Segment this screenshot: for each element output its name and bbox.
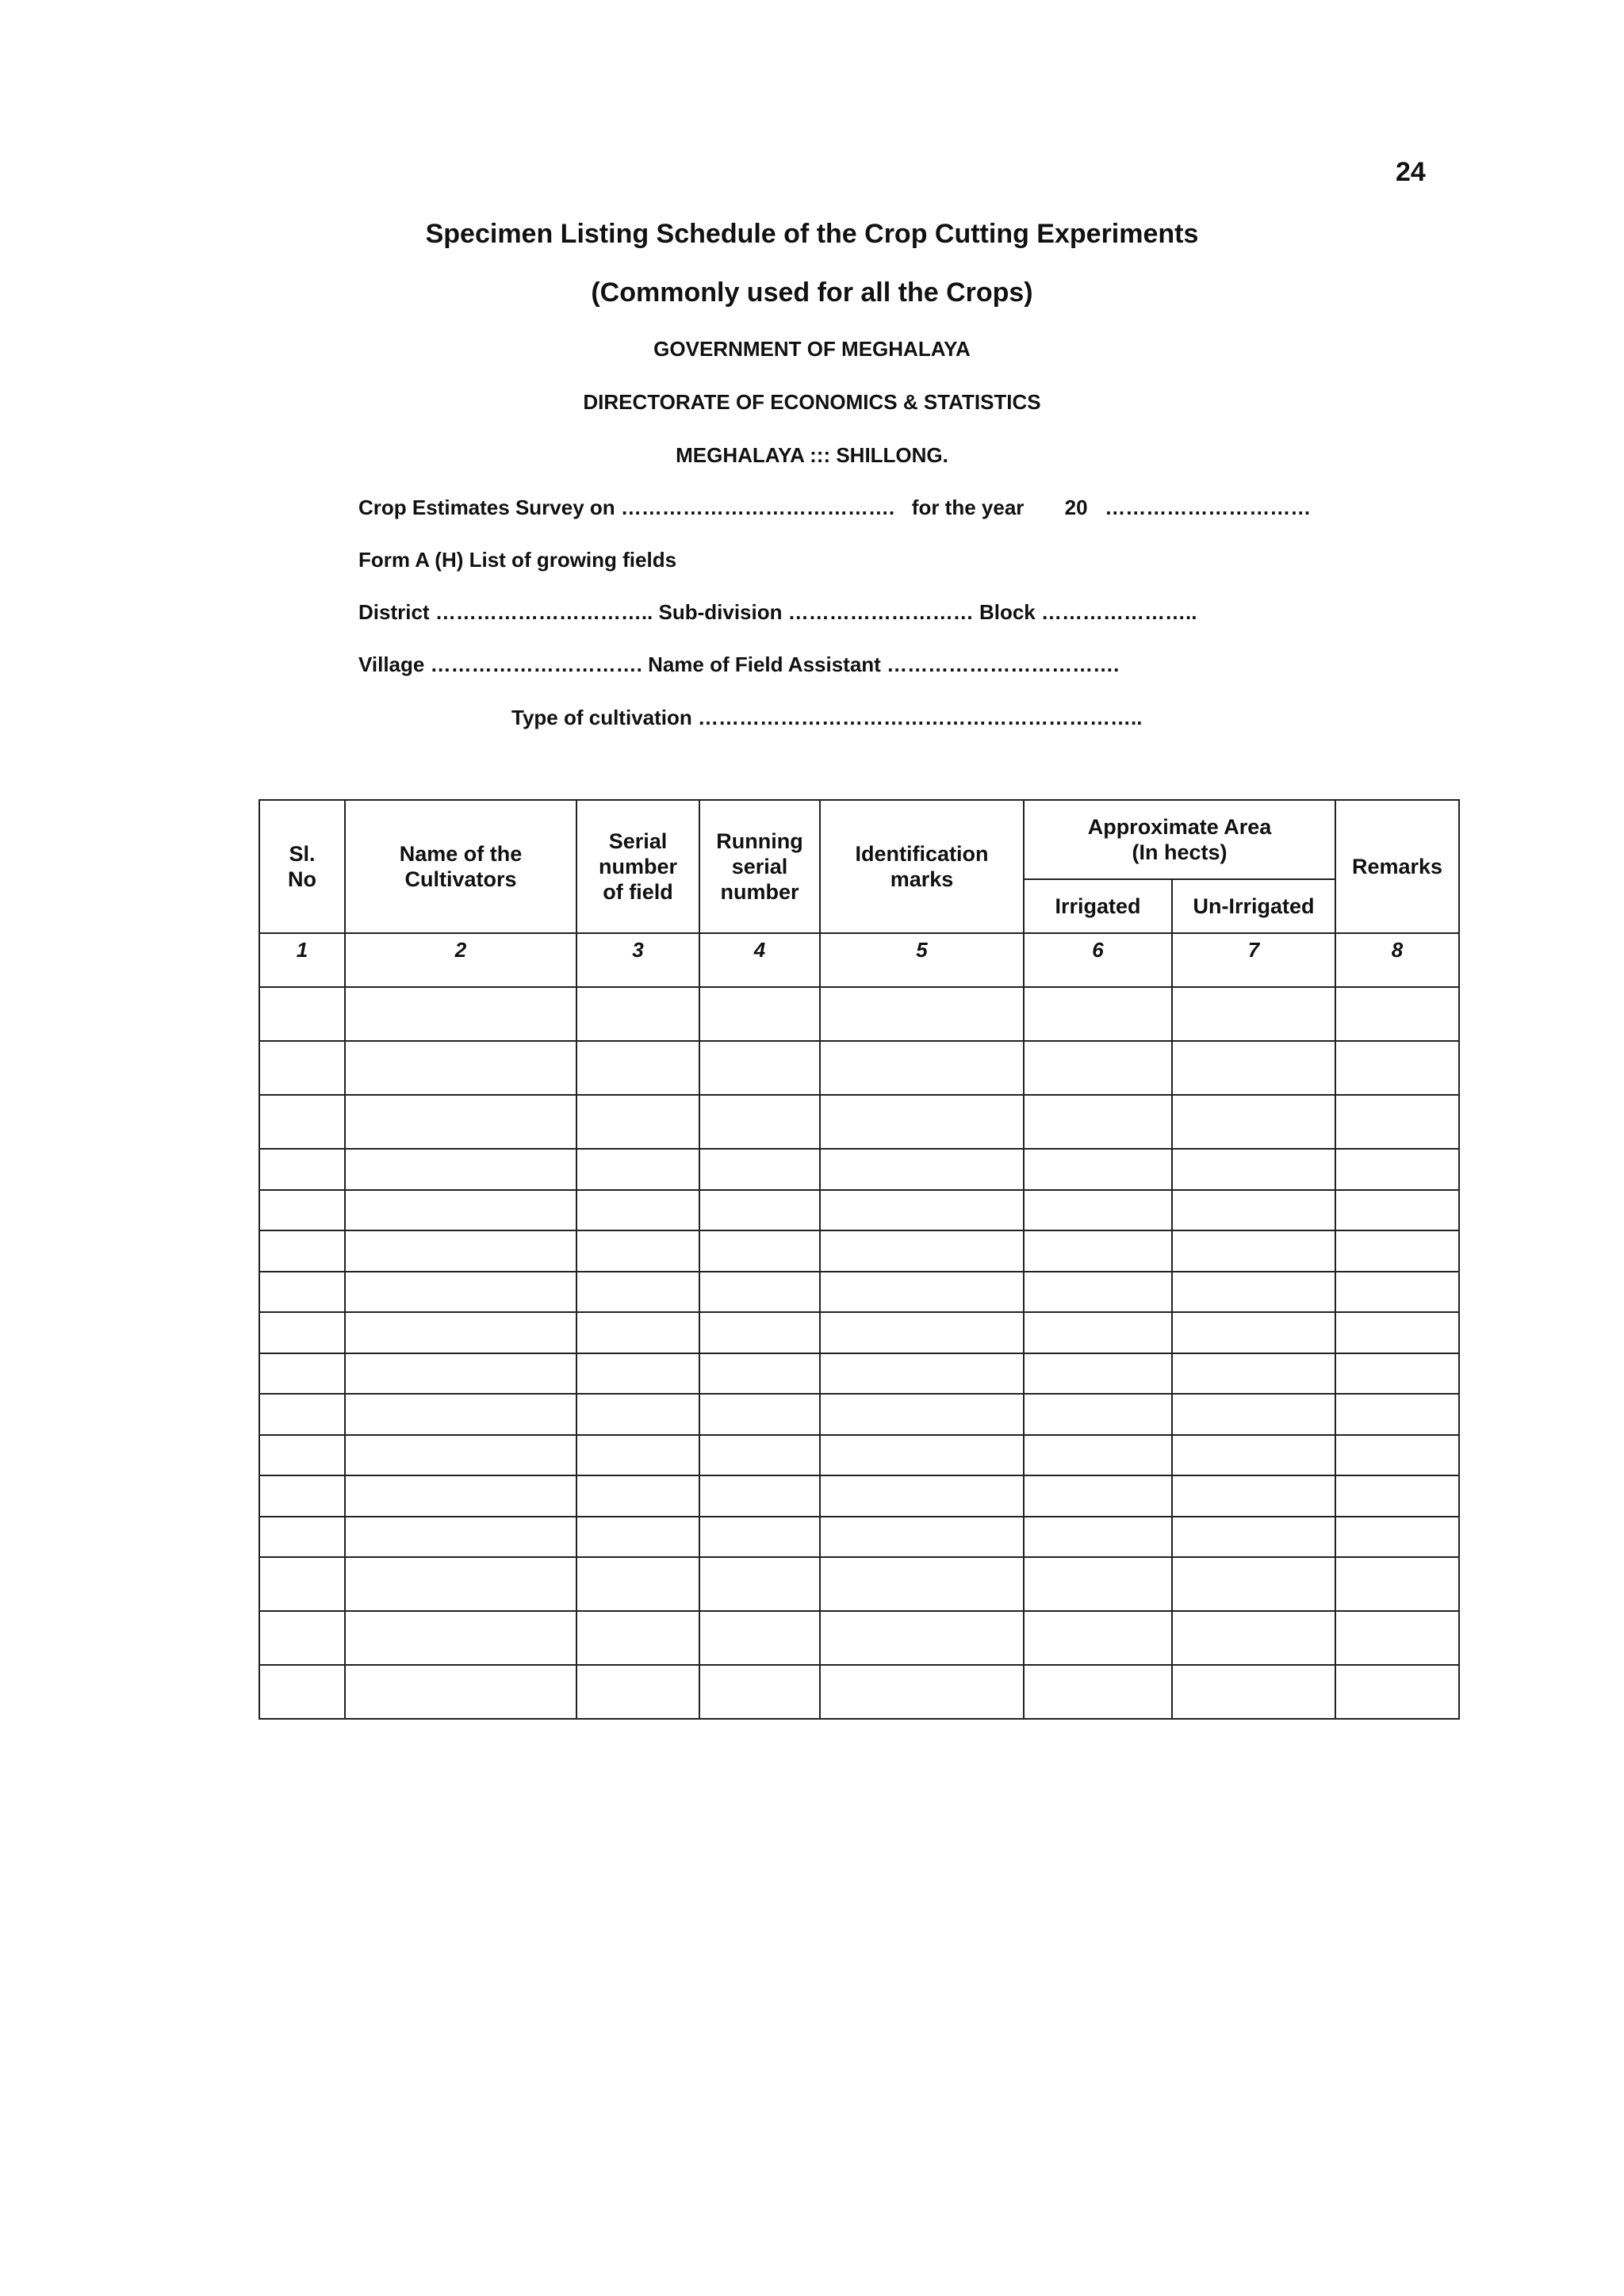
table-cell[interactable] (1024, 1095, 1172, 1149)
table-cell[interactable] (820, 1394, 1024, 1435)
table-cell[interactable] (820, 1272, 1024, 1313)
survey-label: Crop Estimates Survey on (358, 496, 615, 519)
table-cell[interactable] (576, 987, 699, 1041)
table-cell[interactable] (259, 1095, 345, 1149)
table-row (259, 1557, 1459, 1611)
table-cell[interactable] (345, 1272, 576, 1313)
table-cell[interactable] (576, 1095, 699, 1149)
table-cell[interactable] (259, 1435, 345, 1476)
table-cell[interactable] (1172, 1665, 1335, 1719)
table-cell[interactable] (1335, 1149, 1459, 1190)
column-number-row (259, 933, 1459, 987)
header-cultivators: Name of the Cultivators (345, 800, 576, 933)
table-cell[interactable] (259, 1149, 345, 1190)
table-body (259, 987, 1459, 1719)
header-approx-area: Approximate Area (In hects) (1024, 800, 1335, 879)
table-cell[interactable] (820, 1475, 1024, 1517)
survey-line (358, 496, 1311, 520)
cultivation-blank[interactable]: ……………………………………………………….. (698, 706, 1143, 729)
table-cell[interactable] (259, 1394, 345, 1435)
subdivision-blank[interactable]: ……………………… (787, 600, 974, 624)
table-cell[interactable] (1024, 1557, 1172, 1611)
table-cell[interactable] (345, 1394, 576, 1435)
table-cell[interactable] (1335, 1041, 1459, 1095)
table-row (259, 987, 1459, 1041)
form-label-line: Form A (H) List of growing fields (358, 548, 677, 572)
header-sl-no: Sl. No (259, 800, 345, 933)
table-cell[interactable] (345, 1611, 576, 1665)
column-number: 4 (699, 933, 820, 987)
header-remarks: Remarks (1335, 800, 1459, 933)
table-cell[interactable] (1024, 1149, 1172, 1190)
table-cell[interactable] (576, 1611, 699, 1665)
table-cell[interactable] (1172, 1312, 1335, 1353)
table-cell[interactable] (1172, 1041, 1335, 1095)
table-cell[interactable] (259, 1557, 345, 1611)
table-cell[interactable] (699, 1665, 820, 1719)
table-cell[interactable] (576, 1475, 699, 1517)
table-row (259, 1665, 1459, 1719)
table-cell[interactable] (1172, 1557, 1335, 1611)
column-number: 7 (1172, 933, 1335, 987)
table-cell[interactable] (1335, 987, 1459, 1041)
table-row (259, 1230, 1459, 1272)
table-cell[interactable] (1172, 1353, 1335, 1395)
table-cell[interactable] (1172, 1394, 1335, 1435)
table-cell[interactable] (820, 1312, 1024, 1353)
table-cell[interactable] (576, 1665, 699, 1719)
table-cell[interactable] (820, 1041, 1024, 1095)
listing-table (259, 799, 1460, 1720)
table-cell[interactable] (699, 1190, 820, 1231)
table-cell[interactable] (1172, 1095, 1335, 1149)
table-cell[interactable] (1335, 1394, 1459, 1435)
table-cell[interactable] (345, 1475, 576, 1517)
column-number: 6 (1024, 933, 1172, 987)
table-row (259, 1394, 1459, 1435)
table-cell[interactable] (345, 1230, 576, 1272)
table-cell[interactable] (820, 987, 1024, 1041)
table-cell[interactable] (259, 1665, 345, 1719)
table-cell[interactable] (345, 1312, 576, 1353)
table-cell[interactable] (820, 1149, 1024, 1190)
table-cell[interactable] (1024, 1475, 1172, 1517)
table-cell[interactable] (1335, 1611, 1459, 1665)
document-subtitle: (Commonly used for all the Crops) (591, 277, 1033, 308)
year-label: for the year (911, 496, 1025, 519)
table-cell[interactable] (259, 1272, 345, 1313)
column-number: 3 (576, 933, 699, 987)
table-cell[interactable] (576, 1557, 699, 1611)
district-label: District (358, 600, 430, 624)
year-prefix: 20 (1064, 496, 1088, 519)
table-cell[interactable] (699, 1041, 820, 1095)
table-cell[interactable] (820, 1557, 1024, 1611)
village-blank[interactable]: …………………………. (430, 652, 642, 676)
table-cell[interactable] (1172, 1149, 1335, 1190)
table-cell[interactable] (345, 1149, 576, 1190)
table-cell[interactable] (1172, 1611, 1335, 1665)
header-serial-field: Serial number of field (576, 800, 699, 933)
table-cell[interactable] (820, 1230, 1024, 1272)
table-cell[interactable] (576, 1394, 699, 1435)
assistant-label: Name of Field Assistant (648, 652, 881, 676)
table-row (259, 1312, 1459, 1353)
table-cell[interactable] (699, 987, 820, 1041)
table-cell[interactable] (345, 1353, 576, 1395)
table-cell[interactable] (1024, 1517, 1172, 1558)
table-cell[interactable] (1024, 987, 1172, 1041)
header-un-irrigated: Un-Irrigated (1172, 879, 1335, 933)
table-cell[interactable] (699, 1475, 820, 1517)
table-cell[interactable] (259, 1517, 345, 1558)
village-label: Village (358, 652, 425, 676)
table-cell[interactable] (820, 1517, 1024, 1558)
table-row (259, 1272, 1459, 1313)
table-cell[interactable] (576, 1312, 699, 1353)
table-row (259, 1611, 1459, 1665)
table-row (259, 1435, 1459, 1476)
table-cell[interactable] (345, 1435, 576, 1476)
table-cell[interactable] (1024, 1435, 1172, 1476)
column-number: 5 (820, 933, 1024, 987)
table-cell[interactable] (259, 987, 345, 1041)
table-cell[interactable] (1335, 1353, 1459, 1395)
assistant-blank[interactable]: ……………………………. (887, 652, 1120, 676)
org-line-location: MEGHALAYA ::: SHILLONG. (676, 443, 948, 467)
table-cell[interactable] (699, 1230, 820, 1272)
table-cell[interactable] (820, 1611, 1024, 1665)
table-cell[interactable] (1335, 1435, 1459, 1476)
table-cell[interactable] (1172, 1517, 1335, 1558)
table-cell[interactable] (1024, 1230, 1172, 1272)
table-cell[interactable] (820, 1435, 1024, 1476)
table-cell[interactable] (1172, 1230, 1335, 1272)
district-blank[interactable]: ………………………….. (435, 600, 653, 624)
cultivation-line (511, 706, 1142, 730)
table-cell[interactable] (1335, 1665, 1459, 1719)
table-row (259, 1353, 1459, 1395)
table-cell[interactable] (699, 1557, 820, 1611)
column-number: 2 (345, 933, 576, 987)
table-cell[interactable] (345, 1517, 576, 1558)
table-cell[interactable] (259, 1611, 345, 1665)
table-row (259, 1475, 1459, 1517)
table-cell[interactable] (699, 1517, 820, 1558)
table-cell[interactable] (1335, 1557, 1459, 1611)
table-cell[interactable] (345, 1041, 576, 1095)
table-cell[interactable] (1024, 1272, 1172, 1313)
year-blank[interactable]: ………………………… (1105, 496, 1312, 519)
table-cell[interactable] (1172, 1272, 1335, 1313)
table-row (259, 1517, 1459, 1558)
table-cell[interactable] (1335, 1475, 1459, 1517)
table-row (259, 1095, 1459, 1149)
table-cell[interactable] (1335, 1095, 1459, 1149)
table-cell[interactable] (576, 1149, 699, 1190)
table-cell[interactable] (259, 1475, 345, 1517)
table-cell[interactable] (1172, 1190, 1335, 1231)
table-cell[interactable] (259, 1353, 345, 1395)
page-number: 24 (1396, 157, 1426, 187)
survey-blank[interactable]: …………………………………. (620, 496, 895, 519)
header-running-serial: Running serial number (699, 800, 820, 933)
table-cell[interactable] (345, 1665, 576, 1719)
village-line (358, 652, 1119, 677)
table-row (259, 1041, 1459, 1095)
column-number: 1 (259, 933, 345, 987)
table-cell[interactable] (1335, 1517, 1459, 1558)
table-cell[interactable] (699, 1149, 820, 1190)
table-cell[interactable] (576, 1230, 699, 1272)
table-cell[interactable] (576, 1353, 699, 1395)
table-cell[interactable] (1024, 1190, 1172, 1231)
table-cell[interactable] (699, 1272, 820, 1313)
table-cell[interactable] (1335, 1312, 1459, 1353)
table-cell[interactable] (345, 1557, 576, 1611)
table-cell[interactable] (820, 1190, 1024, 1231)
table-cell[interactable] (259, 1041, 345, 1095)
table-cell[interactable] (699, 1611, 820, 1665)
table-cell[interactable] (699, 1095, 820, 1149)
table-cell[interactable] (576, 1041, 699, 1095)
block-label: Block (979, 600, 1036, 624)
header-identification: Identification marks (820, 800, 1024, 933)
district-line (358, 600, 1197, 625)
table-cell[interactable] (345, 1095, 576, 1149)
table-cell[interactable] (1172, 987, 1335, 1041)
table-cell[interactable] (576, 1190, 699, 1231)
table-cell[interactable] (1024, 1611, 1172, 1665)
org-line-directorate: DIRECTORATE OF ECONOMICS & STATISTICS (583, 390, 1041, 414)
table-cell[interactable] (1335, 1272, 1459, 1313)
table-cell[interactable] (1024, 1394, 1172, 1435)
table-cell[interactable] (259, 1312, 345, 1353)
table-cell[interactable] (699, 1394, 820, 1435)
table-row (259, 1190, 1459, 1231)
table-cell[interactable] (1335, 1230, 1459, 1272)
table-cell[interactable] (820, 1665, 1024, 1719)
table-cell[interactable] (699, 1435, 820, 1476)
table-cell[interactable] (820, 1095, 1024, 1149)
table-cell[interactable] (1024, 1353, 1172, 1395)
table-cell[interactable] (576, 1435, 699, 1476)
table-cell[interactable] (345, 987, 576, 1041)
table-cell[interactable] (699, 1353, 820, 1395)
table-cell[interactable] (576, 1517, 699, 1558)
table-cell[interactable] (820, 1353, 1024, 1395)
table-cell[interactable] (345, 1190, 576, 1231)
table-cell[interactable] (1172, 1435, 1335, 1476)
document-title: Specimen Listing Schedule of the Crop Cutting Experiments (425, 219, 1199, 249)
table-cell[interactable] (1335, 1190, 1459, 1231)
subdivision-label: Sub-division (658, 600, 783, 624)
block-blank[interactable]: ………………….. (1041, 600, 1197, 624)
table-row (259, 1149, 1459, 1190)
org-line-government: GOVERNMENT OF MEGHALAYA (653, 337, 971, 361)
column-number: 8 (1335, 933, 1459, 987)
table-cell[interactable] (1024, 1312, 1172, 1353)
table-cell[interactable] (259, 1190, 345, 1231)
table-cell[interactable] (1024, 1041, 1172, 1095)
header-irrigated: Irrigated (1024, 879, 1172, 933)
table-cell[interactable] (259, 1230, 345, 1272)
cultivation-label: Type of cultivation (511, 706, 692, 729)
table-cell[interactable] (576, 1272, 699, 1313)
table-cell[interactable] (1024, 1665, 1172, 1719)
table-cell[interactable] (699, 1312, 820, 1353)
table-cell[interactable] (1172, 1475, 1335, 1517)
